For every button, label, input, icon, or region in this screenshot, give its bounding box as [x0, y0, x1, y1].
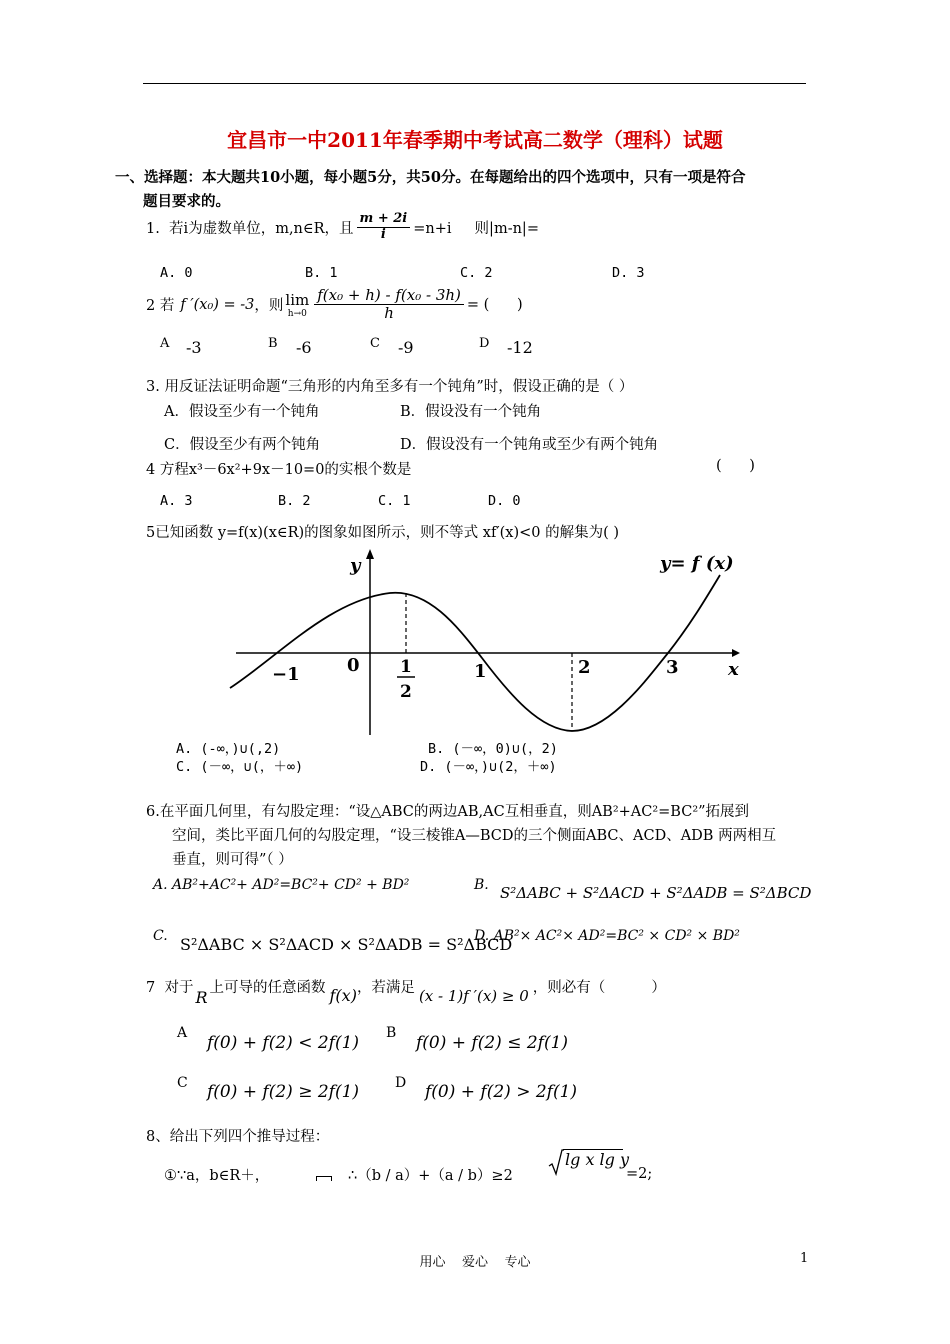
q1-option-b: B. 1 — [305, 265, 338, 281]
header-rule — [143, 83, 806, 84]
curve-label: y= f (x) — [660, 553, 734, 574]
sqrt-sign — [548, 1148, 564, 1176]
tick-half-numerator: 1 — [400, 657, 412, 677]
q2-prefix: 2 若 — [146, 298, 175, 315]
q2-option-b-letter: B — [268, 336, 278, 351]
q8-item1-c: =2; — [626, 1166, 653, 1182]
question-1 — [146, 212, 539, 243]
q7-mid: 上可导的任意函数 — [209, 980, 326, 996]
section-heading-line1: 一、选择题：本大题共10小题，每小题5分，共50分。在每题给出的四个选项中，只有一项是符合 — [115, 169, 746, 186]
q6-option-b-label: B. — [474, 877, 489, 893]
q5-option-b: B. (－∞，0)∪(，2) — [428, 741, 558, 757]
page-title: 宜昌市一中2011年春季期中考试高二数学（理科）试题 — [227, 128, 723, 152]
q7-option-d-letter: D — [395, 1075, 407, 1091]
q2-denominator: h — [384, 304, 394, 323]
q3-option-c: C．假设至少有两个钝角 — [164, 437, 321, 453]
q4-option-d: D. 0 — [488, 493, 521, 509]
q6-option-a: A. AB²+AC²+ AD²=BC²+ CD² + BD² — [153, 877, 410, 893]
q2-limit — [285, 291, 309, 319]
q2-option-d-letter: D — [479, 336, 490, 351]
tick-three: 3 — [666, 657, 679, 678]
q6-option-b: S²ΔABC + S²ΔACD + S²ΔADB = S²ΔBCD — [500, 884, 812, 902]
q1-text-b: =n+i 则|m-n|= — [413, 220, 539, 237]
section-heading-line2: 题目要求的。 — [143, 193, 230, 210]
q1-numerator: m + 2i — [357, 212, 411, 228]
q8-item1-a: ①∵a，b∈R＋， — [164, 1168, 270, 1184]
question-4: 4 方程x³－6x²+9x－10=0的实根个数是 — [146, 462, 412, 478]
q6-option-d: D. AB²× AC²× AD²=BC² × CD² × BD² — [474, 928, 740, 944]
q1-option-c: C. 2 — [460, 265, 493, 281]
q7-fx: f(x) — [329, 986, 357, 1005]
q7-r: R — [195, 988, 208, 1007]
tick-two: 2 — [578, 657, 591, 678]
y-label: y — [350, 555, 361, 576]
q7-prefix: 7 对于 — [146, 980, 194, 996]
q2-equals: = ( ) — [466, 296, 523, 313]
q8-sqrt — [548, 1148, 630, 1174]
page-number: 1 — [800, 1251, 809, 1266]
tick-zero: 0 — [347, 655, 360, 676]
q2-fraction — [314, 287, 464, 323]
q2-option-a-letter: A — [160, 336, 170, 351]
q1-denominator: i — [380, 226, 386, 242]
question-5: 5已知函数 y=f(x)(x∈R)的图象如图所示，则不等式 xf′(x)<0 的解集为( ) — [146, 525, 620, 541]
q1-option-a: A. 0 — [160, 265, 193, 281]
q5-option-a: A. (-∞，)∪(,2) — [176, 741, 281, 757]
tick-half-denominator: 2 — [400, 682, 412, 702]
question-6-line2: 空间，类比平面几何的勾股定理，“设三棱锥A—BCD的三个侧面ABC、ACD、ADB 两两相互 — [172, 828, 777, 844]
q2-option-d-value: -12 — [507, 338, 533, 357]
tick-one: 1 — [474, 661, 487, 682]
tick-minus-one: −1 — [272, 664, 300, 685]
q7-condition: (x - 1)f ′(x) ≥ 0 — [418, 987, 529, 1005]
q2-option-a-value: -3 — [186, 338, 202, 357]
q3-option-b: B．假设没有一个钝角 — [400, 404, 542, 420]
question-3: 3. 用反证法证明命题“三角形的内角至多有一个钝角”时，假设正确的是（ ） — [146, 379, 634, 395]
q1-fraction — [357, 212, 411, 243]
q7-option-b-letter: B — [386, 1025, 397, 1041]
q2-numerator: f(x₀ + h) - f(x₀ - 3h) — [314, 287, 464, 305]
q1-option-d: D. 3 — [612, 265, 645, 281]
q4-option-c: C. 1 — [378, 493, 411, 509]
q7-tail: ，则必有（ ） — [532, 980, 666, 996]
q2-option-c-letter: C — [370, 336, 380, 351]
function-graph — [220, 545, 740, 740]
q2-lim-sub: h→0 — [287, 308, 307, 319]
q2-then: ，则 — [254, 298, 284, 315]
q1-text-a: 1. 若i为虚数单位，m,n∈R，且 — [146, 220, 354, 237]
q2-condition: f ′(x₀) = -3 — [180, 296, 255, 313]
question-6-line1: 6.在平面几何里，有勾股定理：“设△ABC的两边AB,AC互相垂直，则AB²+AC²=BC²”拓展到 — [146, 804, 750, 820]
q7-option-c-letter: C — [177, 1075, 188, 1091]
q5-option-c: C. (－∞，∪(，＋∞) — [176, 759, 304, 775]
q4-paren: ( ) — [716, 458, 755, 474]
x-axis-arrow — [732, 649, 740, 657]
footer-slogan: 用心 爱心 专心 — [419, 1255, 531, 1270]
q7-option-d: f(0) + f(2) > 2f(1) — [425, 1082, 578, 1102]
q7-cond-pre: ，若满足 — [356, 980, 415, 996]
q3-option-a: A．假设至少有一个钝角 — [164, 404, 320, 420]
q7-option-c: f(0) + f(2) ≥ 2f(1) — [207, 1082, 360, 1102]
question-6-line3: 垂直，则可得”（ ） — [172, 852, 293, 868]
q6-option-c-label: C. — [153, 928, 168, 944]
q7-option-a: f(0) + f(2) < 2f(1) — [207, 1033, 360, 1053]
q8-placeholder-box — [316, 1176, 332, 1181]
x-label: x — [728, 659, 739, 680]
q2-option-c-value: -9 — [398, 338, 414, 357]
q2-option-b-value: -6 — [296, 338, 312, 357]
question-8: 8、给出下列四个推导过程： — [146, 1129, 330, 1145]
q4-option-a: A. 3 — [160, 493, 193, 509]
question-2 — [146, 287, 523, 323]
q2-lim: lim — [285, 290, 310, 309]
q6-option-c: S²ΔABC × S²ΔACD × S²ΔADB = S²ΔBCD — [180, 935, 513, 954]
y-axis-arrow — [366, 549, 374, 559]
sqrt-content: lg x lg y — [565, 1150, 630, 1169]
q7-option-b: f(0) + f(2) ≤ 2f(1) — [416, 1033, 569, 1053]
question-7 — [146, 976, 666, 1007]
q3-option-d: D．假设没有一个钝角或至少有两个钝角 — [400, 437, 659, 453]
q8-item1-b: ∴（b / a）+（a / b）≥2 — [348, 1168, 513, 1184]
q4-option-b: B. 2 — [278, 493, 311, 509]
q5-option-d: D. (－∞，)∪(2，＋∞) — [420, 759, 557, 775]
q7-option-a-letter: A — [177, 1025, 188, 1041]
